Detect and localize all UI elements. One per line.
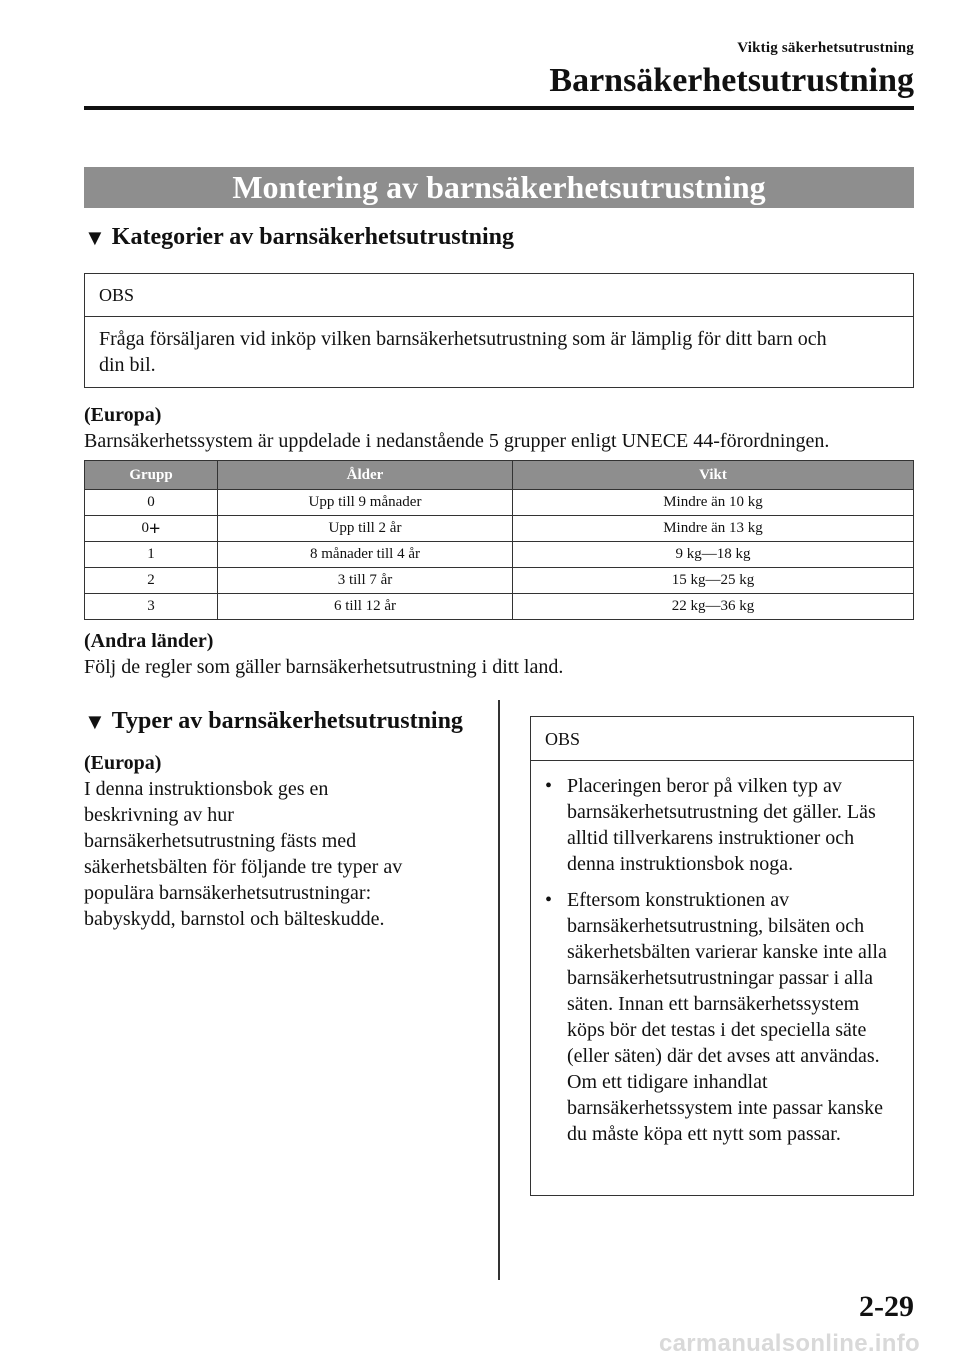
other-countries-text: Följ de regler som gäller barnsäkerhetsutrustning i ditt land. xyxy=(84,656,564,678)
triangle-down-icon: ▼ xyxy=(84,224,106,250)
cell-group: 3 xyxy=(85,594,218,620)
categories-heading xyxy=(84,224,514,251)
group-table xyxy=(84,460,914,620)
text-line: barnsäkerhetsutrustning fästs med xyxy=(84,830,357,852)
cell-weight: 9 kg—18 kg xyxy=(513,542,914,568)
cell-age: Upp till 9 månader xyxy=(218,490,513,516)
cell-group: 2 xyxy=(85,568,218,594)
obs-note-box xyxy=(84,273,914,388)
list-item: • Eftersom konstruktionen av barnsäkerhetsutrustning, bilsäten och säkerhetsbälten varierar kanske inte alla barnsäkerhetsutrustningar passar i alla säten. Innan ett barnsäkerhetssystem köps bör det testas i det speciella säte (eller säten) där det avses att användas. Om ett tidigare inhandlat barnsäkerhetssystem inte passar kanske du måste köpa ett nytt som passar. xyxy=(541,887,895,1147)
obs-note-body xyxy=(531,761,913,1167)
europe-label: (Europa) xyxy=(84,404,162,426)
cell-weight: 22 kg—36 kg xyxy=(513,594,914,620)
text-line: populära barnsäkerhetsutrustningar: xyxy=(84,882,372,904)
watermark: carmanualsonline.info xyxy=(658,1330,920,1357)
chapter-kicker: Viktig säkerhetsutrustning xyxy=(737,40,914,56)
column-header-group: Grupp xyxy=(85,461,218,490)
cell-age: Upp till 2 år xyxy=(218,516,513,542)
group-table-header xyxy=(85,461,914,490)
column-header-weight: Vikt xyxy=(513,461,914,490)
table-row xyxy=(85,516,914,542)
obs-note-label: OBS xyxy=(531,717,913,761)
europe-text: Barnsäkerhetssystem är uppdelade i nedanstående 5 grupper enligt UNECE 44-förordningen. xyxy=(84,430,830,452)
other-countries-label: (Andra länder) xyxy=(84,630,214,652)
column-header-age: Ålder xyxy=(218,461,513,490)
cell-age: 8 månader till 4 år xyxy=(218,542,513,568)
cell-group xyxy=(85,516,218,542)
cell-weight: 15 kg—25 kg xyxy=(513,568,914,594)
categories-heading-text: Kategorier av barnsäkerhetsutrustning xyxy=(111,224,514,250)
page-number: 2-29 xyxy=(859,1290,914,1323)
text-line: I denna instruktionsbok ges en xyxy=(84,778,329,800)
column-divider xyxy=(498,700,500,1280)
list-item: • Placeringen beror på vilken typ av barnsäkerhetsutrustning det gäller. Läs alltid tillverkarens instruktioner och denna instruktionsbok noga. xyxy=(541,773,895,877)
types-europe-text xyxy=(84,776,484,932)
section-banner: Montering av barnsäkerhetsutrustning xyxy=(84,167,914,208)
obs-note-text: Fråga försäljaren vid inköp vilken barnsäkerhetsutrustning som är lämplig för ditt barn och din bil. xyxy=(99,328,827,376)
types-europe-label: (Europa) xyxy=(84,752,162,774)
cell-age: 3 till 7 år xyxy=(218,568,513,594)
table-row xyxy=(85,594,914,620)
chapter-title: Barnsäkerhetsutrustning xyxy=(549,62,914,99)
text-line: babyskydd, barnstol och bälteskudde. xyxy=(84,908,385,930)
obs-note-box-types xyxy=(530,716,914,1196)
types-heading-text: Typer av barnsäkerhetsutrustning xyxy=(111,708,463,734)
types-heading xyxy=(84,708,463,735)
table-row xyxy=(85,568,914,594)
table-row xyxy=(85,542,914,568)
cell-weight: Mindre än 13 kg xyxy=(513,516,914,542)
cell-weight: Mindre än 10 kg xyxy=(513,490,914,516)
cell-group: 1 xyxy=(85,542,218,568)
obs-bullet-list xyxy=(541,773,895,1147)
text-line: beskrivning av hur xyxy=(84,804,234,826)
obs-note-label: OBS xyxy=(85,274,913,317)
plus-icon: + xyxy=(149,517,161,540)
text-line: säkerhetsbälten för följande tre typer av xyxy=(84,856,403,878)
header-rule xyxy=(84,106,914,110)
cell-group-number: 0 xyxy=(141,520,150,536)
table-row xyxy=(85,490,914,516)
triangle-down-icon: ▼ xyxy=(84,708,106,734)
cell-age: 6 till 12 år xyxy=(218,594,513,620)
cell-group: 0 xyxy=(85,490,218,516)
